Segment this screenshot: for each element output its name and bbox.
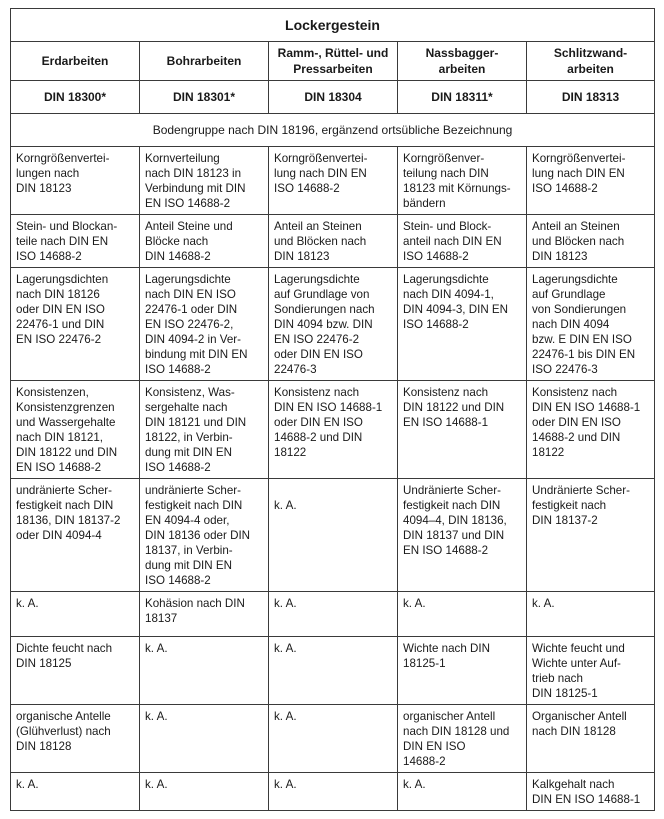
table-cell: organischer Antell nach DIN 18128 und DIN EN ISO 14688-2 (398, 705, 527, 773)
table-cell: k. A. (269, 592, 398, 637)
norm-cell: DIN 18301* (140, 81, 269, 114)
table-cell: k. A. (140, 705, 269, 773)
table-cell: Kornverteilung nach DIN 18123 in Verbindung mit DIN EN ISO 14688-2 (140, 147, 269, 215)
column-header-rammarbeiten: Ramm-, Rüttel- und Pressarbeiten (269, 42, 398, 81)
table-cell: Stein- und Blockan- teile nach DIN EN ISO 14688-2 (11, 215, 140, 268)
table-cell: Korngrößenvertei- lung nach DIN EN ISO 14688-2 (527, 147, 655, 215)
norm-row (11, 81, 655, 114)
table-row (11, 773, 655, 811)
table-cell: undränierte Scher- festigkeit nach DIN EN 4094-4 oder, DIN 18136 oder DIN 18137, in Verbin- dung mit DIN EN ISO 14688-2 (140, 479, 269, 592)
norm-cell: DIN 18311* (398, 81, 527, 114)
table-cell: Lagerungsdichte auf Grundlage von Sondierungen nach DIN 4094 bzw. E DIN EN ISO 22476-1 bis DIN EN ISO 22476-3 (527, 268, 655, 381)
table-cell: Konsistenz, Was- sergehalte nach DIN 18121 und DIN 18122, in Verbin- dung mit DIN EN ISO 14688-2 (140, 381, 269, 479)
column-header-erdarbeiten: Erdarbeiten (11, 42, 140, 81)
table-row (11, 381, 655, 479)
title-row (11, 9, 655, 42)
table-cell: Anteil Steine und Blöcke nach DIN 14688-2 (140, 215, 269, 268)
table-row (11, 592, 655, 637)
table-cell: Organischer Antell nach DIN 18128 (527, 705, 655, 773)
table-cell: k. A. (269, 637, 398, 705)
norm-cell: DIN 18313 (527, 81, 655, 114)
table-cell: Anteil an Steinen und Blöcken nach DIN 18123 (527, 215, 655, 268)
table-cell: Lagerungsdichte auf Grundlage von Sondierungen nach DIN 4094 bzw. DIN EN ISO 22476-2 oder DIN EN ISO 22476-3 (269, 268, 398, 381)
table-cell: k. A. (398, 773, 527, 811)
table-cell: k. A. (11, 773, 140, 811)
table-cell: Dichte feucht nach DIN 18125 (11, 637, 140, 705)
table-cell: Lagerungsdichte nach DIN 4094-1, DIN 4094-3, DIN EN ISO 14688-2 (398, 268, 527, 381)
table-cell: k. A. (398, 592, 527, 637)
soil-properties-table (10, 8, 655, 811)
norm-cell: DIN 18300* (11, 81, 140, 114)
table-row (11, 637, 655, 705)
table-row (11, 147, 655, 215)
table-cell: Konsistenz nach DIN EN ISO 14688-1 oder DIN EN ISO 14688-2 und DIN 18122 (269, 381, 398, 479)
table-row (11, 479, 655, 592)
table-cell: Wichte nach DIN 18125-1 (398, 637, 527, 705)
table-cell: k. A. (11, 592, 140, 637)
table-cell: k. A. (269, 773, 398, 811)
table-cell: Korngrößenvertei- lungen nach DIN 18123 (11, 147, 140, 215)
table-cell: Lagerungsdichte nach DIN EN ISO 22476-1 oder DIN EN ISO 22476-2, DIN 4094-2 in Ver- bindung mit DIN EN ISO 14688-2 (140, 268, 269, 381)
column-header-schlitzwandarbeiten: Schlitzwand- arbeiten (527, 42, 655, 81)
table-cell: k. A. (140, 637, 269, 705)
table-cell: Konsistenz nach DIN 18122 und DIN EN ISO 14688-1 (398, 381, 527, 479)
table-cell: k. A. (269, 479, 398, 592)
table-cell: Konsistenz nach DIN EN ISO 14688-1 oder DIN EN ISO 14688-2 und DIN 18122 (527, 381, 655, 479)
table-cell: Anteil an Steinen und Blöcken nach DIN 18123 (269, 215, 398, 268)
table-cell: undränierte Scher- festigkeit nach DIN 18136, DIN 18137-2 oder DIN 4094-4 (11, 479, 140, 592)
table-cell: Undränierte Scher- festigkeit nach DIN 18137-2 (527, 479, 655, 592)
table-cell: Konsistenzen, Konsistenzgrenzen und Wassergehalte nach DIN 18121, DIN 18122 und DIN EN ISO 14688-2 (11, 381, 140, 479)
soil-group-row (11, 114, 655, 147)
table-cell: Korngrößenvertei- lung nach DIN EN ISO 14688-2 (269, 147, 398, 215)
column-header-nassbaggerarbeiten: Nassbagger- arbeiten (398, 42, 527, 81)
table-cell: Korngrößenver- teilung nach DIN 18123 mit Körnungs- bändern (398, 147, 527, 215)
norm-cell: DIN 18304 (269, 81, 398, 114)
table-cell: Lagerungsdichten nach DIN 18126 oder DIN EN ISO 22476-1 und DIN EN ISO 22476-2 (11, 268, 140, 381)
table-cell: k. A. (527, 592, 655, 637)
table-title: Lockergestein (11, 9, 655, 42)
table-cell: Kalkgehalt nach DIN EN ISO 14688-1 (527, 773, 655, 811)
table-row (11, 215, 655, 268)
soil-group-note: Bodengruppe nach DIN 18196, ergänzend ortsübliche Bezeichnung (11, 114, 655, 147)
table-row (11, 705, 655, 773)
table-cell: k. A. (269, 705, 398, 773)
column-header-bohrarbeiten: Bohrarbeiten (140, 42, 269, 81)
table-cell: organische Antelle (Glühverlust) nach DIN 18128 (11, 705, 140, 773)
table-cell: Stein- und Block- anteil nach DIN EN ISO 14688-2 (398, 215, 527, 268)
column-header-row (11, 42, 655, 81)
table-cell: Wichte feucht und Wichte unter Auf- trieb nach DIN 18125-1 (527, 637, 655, 705)
table-cell: Undränierte Scher- festigkeit nach DIN 4094–4, DIN 18136, DIN 18137 und DIN EN ISO 14688-2 (398, 479, 527, 592)
table-row (11, 268, 655, 381)
document-page (10, 8, 655, 811)
table-cell: k. A. (140, 773, 269, 811)
table-cell: Kohäsion nach DIN 18137 (140, 592, 269, 637)
